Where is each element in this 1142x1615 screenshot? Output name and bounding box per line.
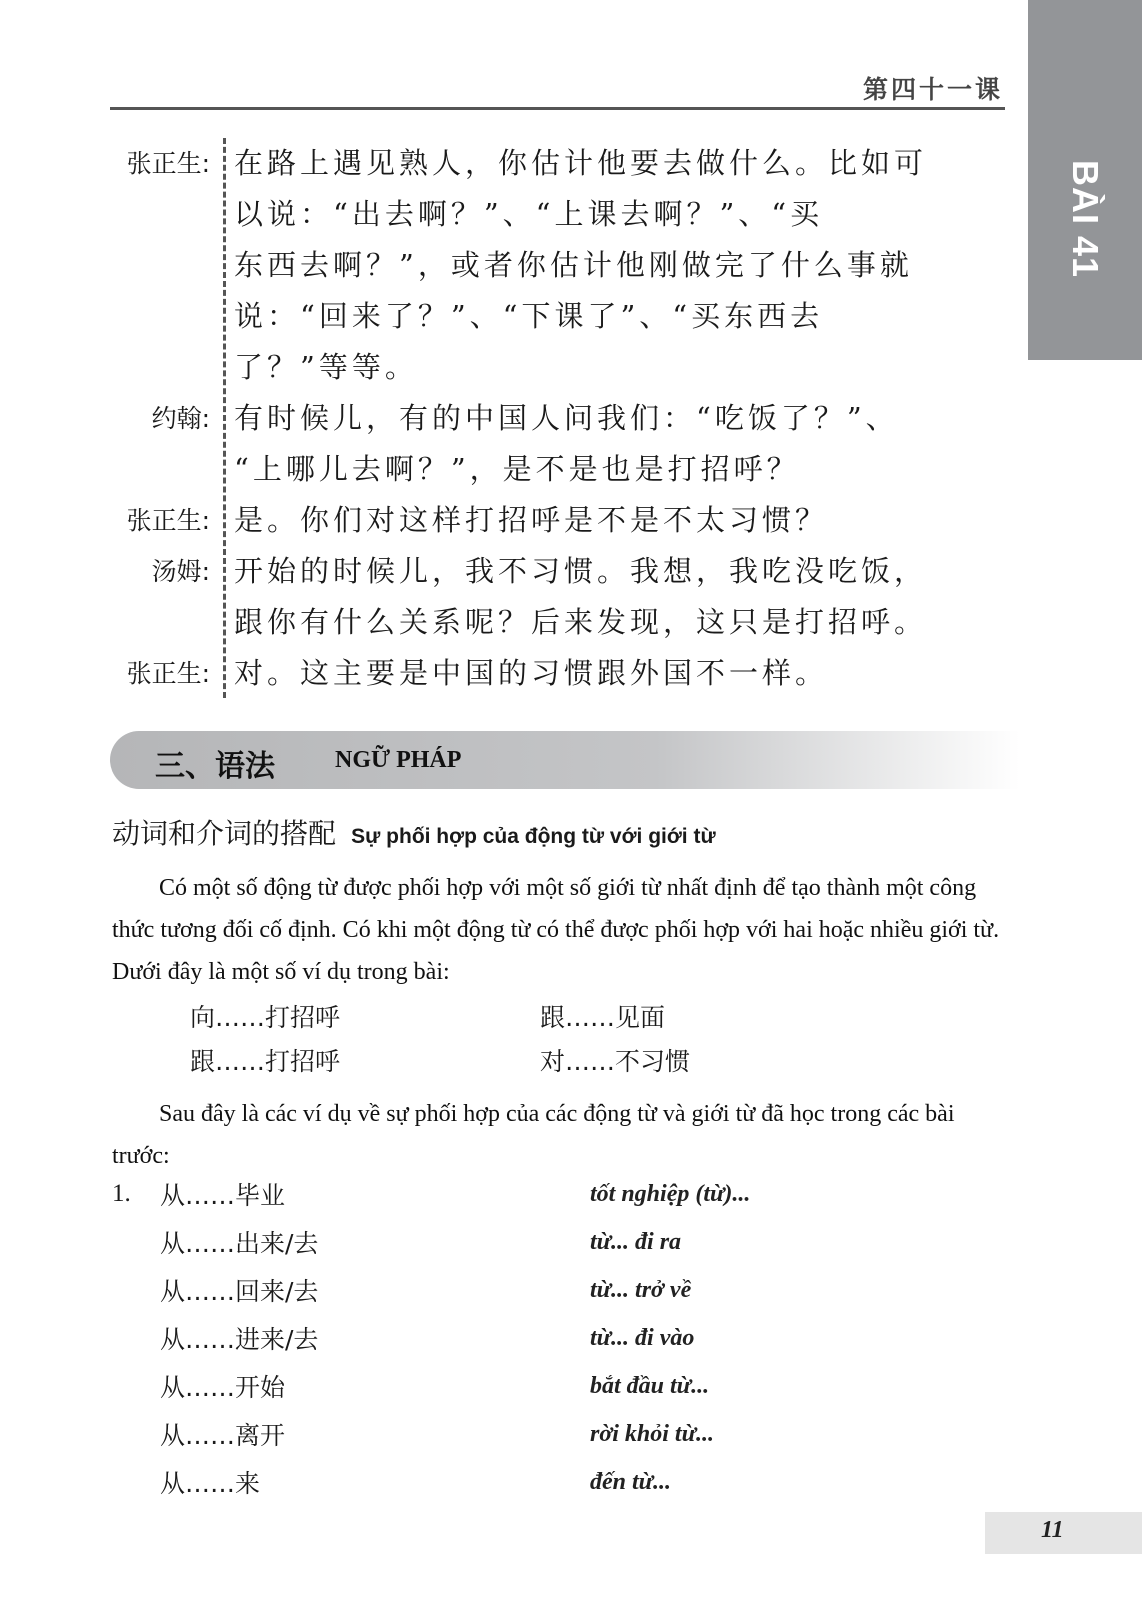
dialogue-turn bbox=[110, 393, 1010, 495]
example-vi: từ... đi ra bbox=[590, 1228, 682, 1255]
speaker-name: 约翰: bbox=[151, 404, 210, 433]
example-vi: bắt đầu từ... bbox=[590, 1372, 710, 1399]
speech-text bbox=[234, 546, 1004, 648]
grammar-title-cn: 动词和介词的搭配 bbox=[112, 817, 337, 850]
speaker-name: 张正生: bbox=[126, 506, 210, 535]
pair-item: 跟……打招呼 bbox=[190, 1047, 341, 1076]
speech-text bbox=[234, 393, 1004, 495]
example-row bbox=[112, 1314, 912, 1362]
example-cn: 从……毕业 bbox=[160, 1181, 286, 1210]
speech-line: 对。这主要是中国的习惯跟外国不一样。 bbox=[234, 656, 829, 690]
page-number-box bbox=[985, 1512, 1142, 1554]
example-row bbox=[112, 1170, 912, 1218]
example-row bbox=[112, 1218, 912, 1266]
pair-row bbox=[190, 1042, 890, 1086]
example-list bbox=[112, 1170, 912, 1506]
pair-item: 向……打招呼 bbox=[190, 1003, 341, 1032]
side-tab-label: BÀI 41 bbox=[1065, 160, 1106, 279]
example-cn: 从……离开 bbox=[160, 1421, 286, 1450]
example-cn: 从……回来/去 bbox=[160, 1277, 319, 1306]
grammar-paragraph-1: Có một số động từ được phối hợp với một số giới từ nhất định để tạo thành một công thức tương đối cố định. Có khi một động từ có thể được phối hợp với hai hoặc nhiều giới từ. Dưới đây là một số ví dụ trong bài: bbox=[112, 875, 1000, 985]
running-head: 第四十一课 bbox=[862, 75, 1003, 104]
example-vi: từ... đi vào bbox=[590, 1324, 695, 1351]
speech-line: 了？”等等。 bbox=[234, 350, 418, 384]
example-row bbox=[112, 1266, 912, 1314]
pair-item: 跟……见面 bbox=[540, 1003, 666, 1032]
example-row bbox=[112, 1410, 912, 1458]
example-cn: 从……开始 bbox=[160, 1373, 286, 1402]
grammar-title-vi: Sự phối hợp của động từ với giới từ bbox=[351, 825, 716, 848]
speech-text bbox=[234, 138, 1004, 393]
dialogue-turn bbox=[110, 648, 1010, 699]
speech-line: 东西去啊？”，或者你估计他刚做完了什么事就 bbox=[234, 248, 913, 282]
example-vi: rời khỏi từ... bbox=[590, 1420, 714, 1447]
dialogue-turn bbox=[110, 495, 1010, 546]
pair-row bbox=[190, 998, 890, 1042]
speech-line: 是。你们对这样打招呼是不是不太习惯？ bbox=[234, 503, 829, 537]
lesson-side-tab bbox=[1028, 0, 1142, 360]
speech-line: “上哪儿去啊？”，是不是也是打招呼？ bbox=[234, 452, 800, 486]
speech-line: 在路上遇见熟人，你估计他要去做什么。比如可 bbox=[234, 146, 928, 180]
page-number: 11 bbox=[1041, 1517, 1064, 1543]
speaker-name: 张正生: bbox=[126, 149, 210, 178]
speech-line: 开始的时候儿，我不习惯。我想，我吃没吃饭， bbox=[234, 554, 928, 588]
speech-line: 有时候儿，有的中国人问我们：“吃饭了？”、 bbox=[234, 401, 899, 435]
speech-line: 以说：“出去啊？”、“上课去啊？”、“买 bbox=[234, 197, 824, 231]
example-vi: đến từ... bbox=[590, 1468, 672, 1495]
header-rule bbox=[110, 107, 1005, 110]
speech-text bbox=[234, 495, 1004, 546]
dialogue bbox=[110, 138, 1010, 699]
speaker-name: 汤姆: bbox=[151, 557, 210, 586]
example-row bbox=[112, 1458, 912, 1506]
dialogue-turn bbox=[110, 546, 1010, 648]
dialogue-divider bbox=[223, 138, 226, 698]
example-vi: từ... trở về bbox=[590, 1276, 692, 1303]
example-cn: 从……来 bbox=[160, 1469, 261, 1498]
speech-text bbox=[234, 648, 1004, 699]
example-row bbox=[112, 1362, 912, 1410]
example-cn: 从……进来/去 bbox=[160, 1325, 319, 1354]
example-number: 1. bbox=[112, 1180, 131, 1207]
collocation-pairs bbox=[190, 998, 890, 1086]
pair-item: 对……不习惯 bbox=[540, 1047, 691, 1076]
section-banner bbox=[110, 731, 1020, 789]
section-title-vi: NGỮ PHÁP bbox=[335, 747, 462, 773]
section-title-cn: 三、语法 bbox=[155, 749, 275, 784]
speaker-name: 张正生: bbox=[126, 659, 210, 688]
grammar-title bbox=[112, 812, 716, 852]
speech-line: 说：“回来了？”、“下课了”、“买东西去 bbox=[234, 299, 824, 333]
speech-line: 跟你有什么关系呢？后来发现，这只是打招呼。 bbox=[234, 605, 928, 639]
example-vi: tốt nghiệp (từ)... bbox=[590, 1180, 751, 1207]
example-cn: 从……出来/去 bbox=[160, 1229, 319, 1258]
dialogue-turn bbox=[110, 138, 1010, 393]
grammar-paragraph-2: Sau đây là các ví dụ về sự phối hợp của các động từ và giới từ đã học trong các bài trước: bbox=[112, 1101, 955, 1169]
